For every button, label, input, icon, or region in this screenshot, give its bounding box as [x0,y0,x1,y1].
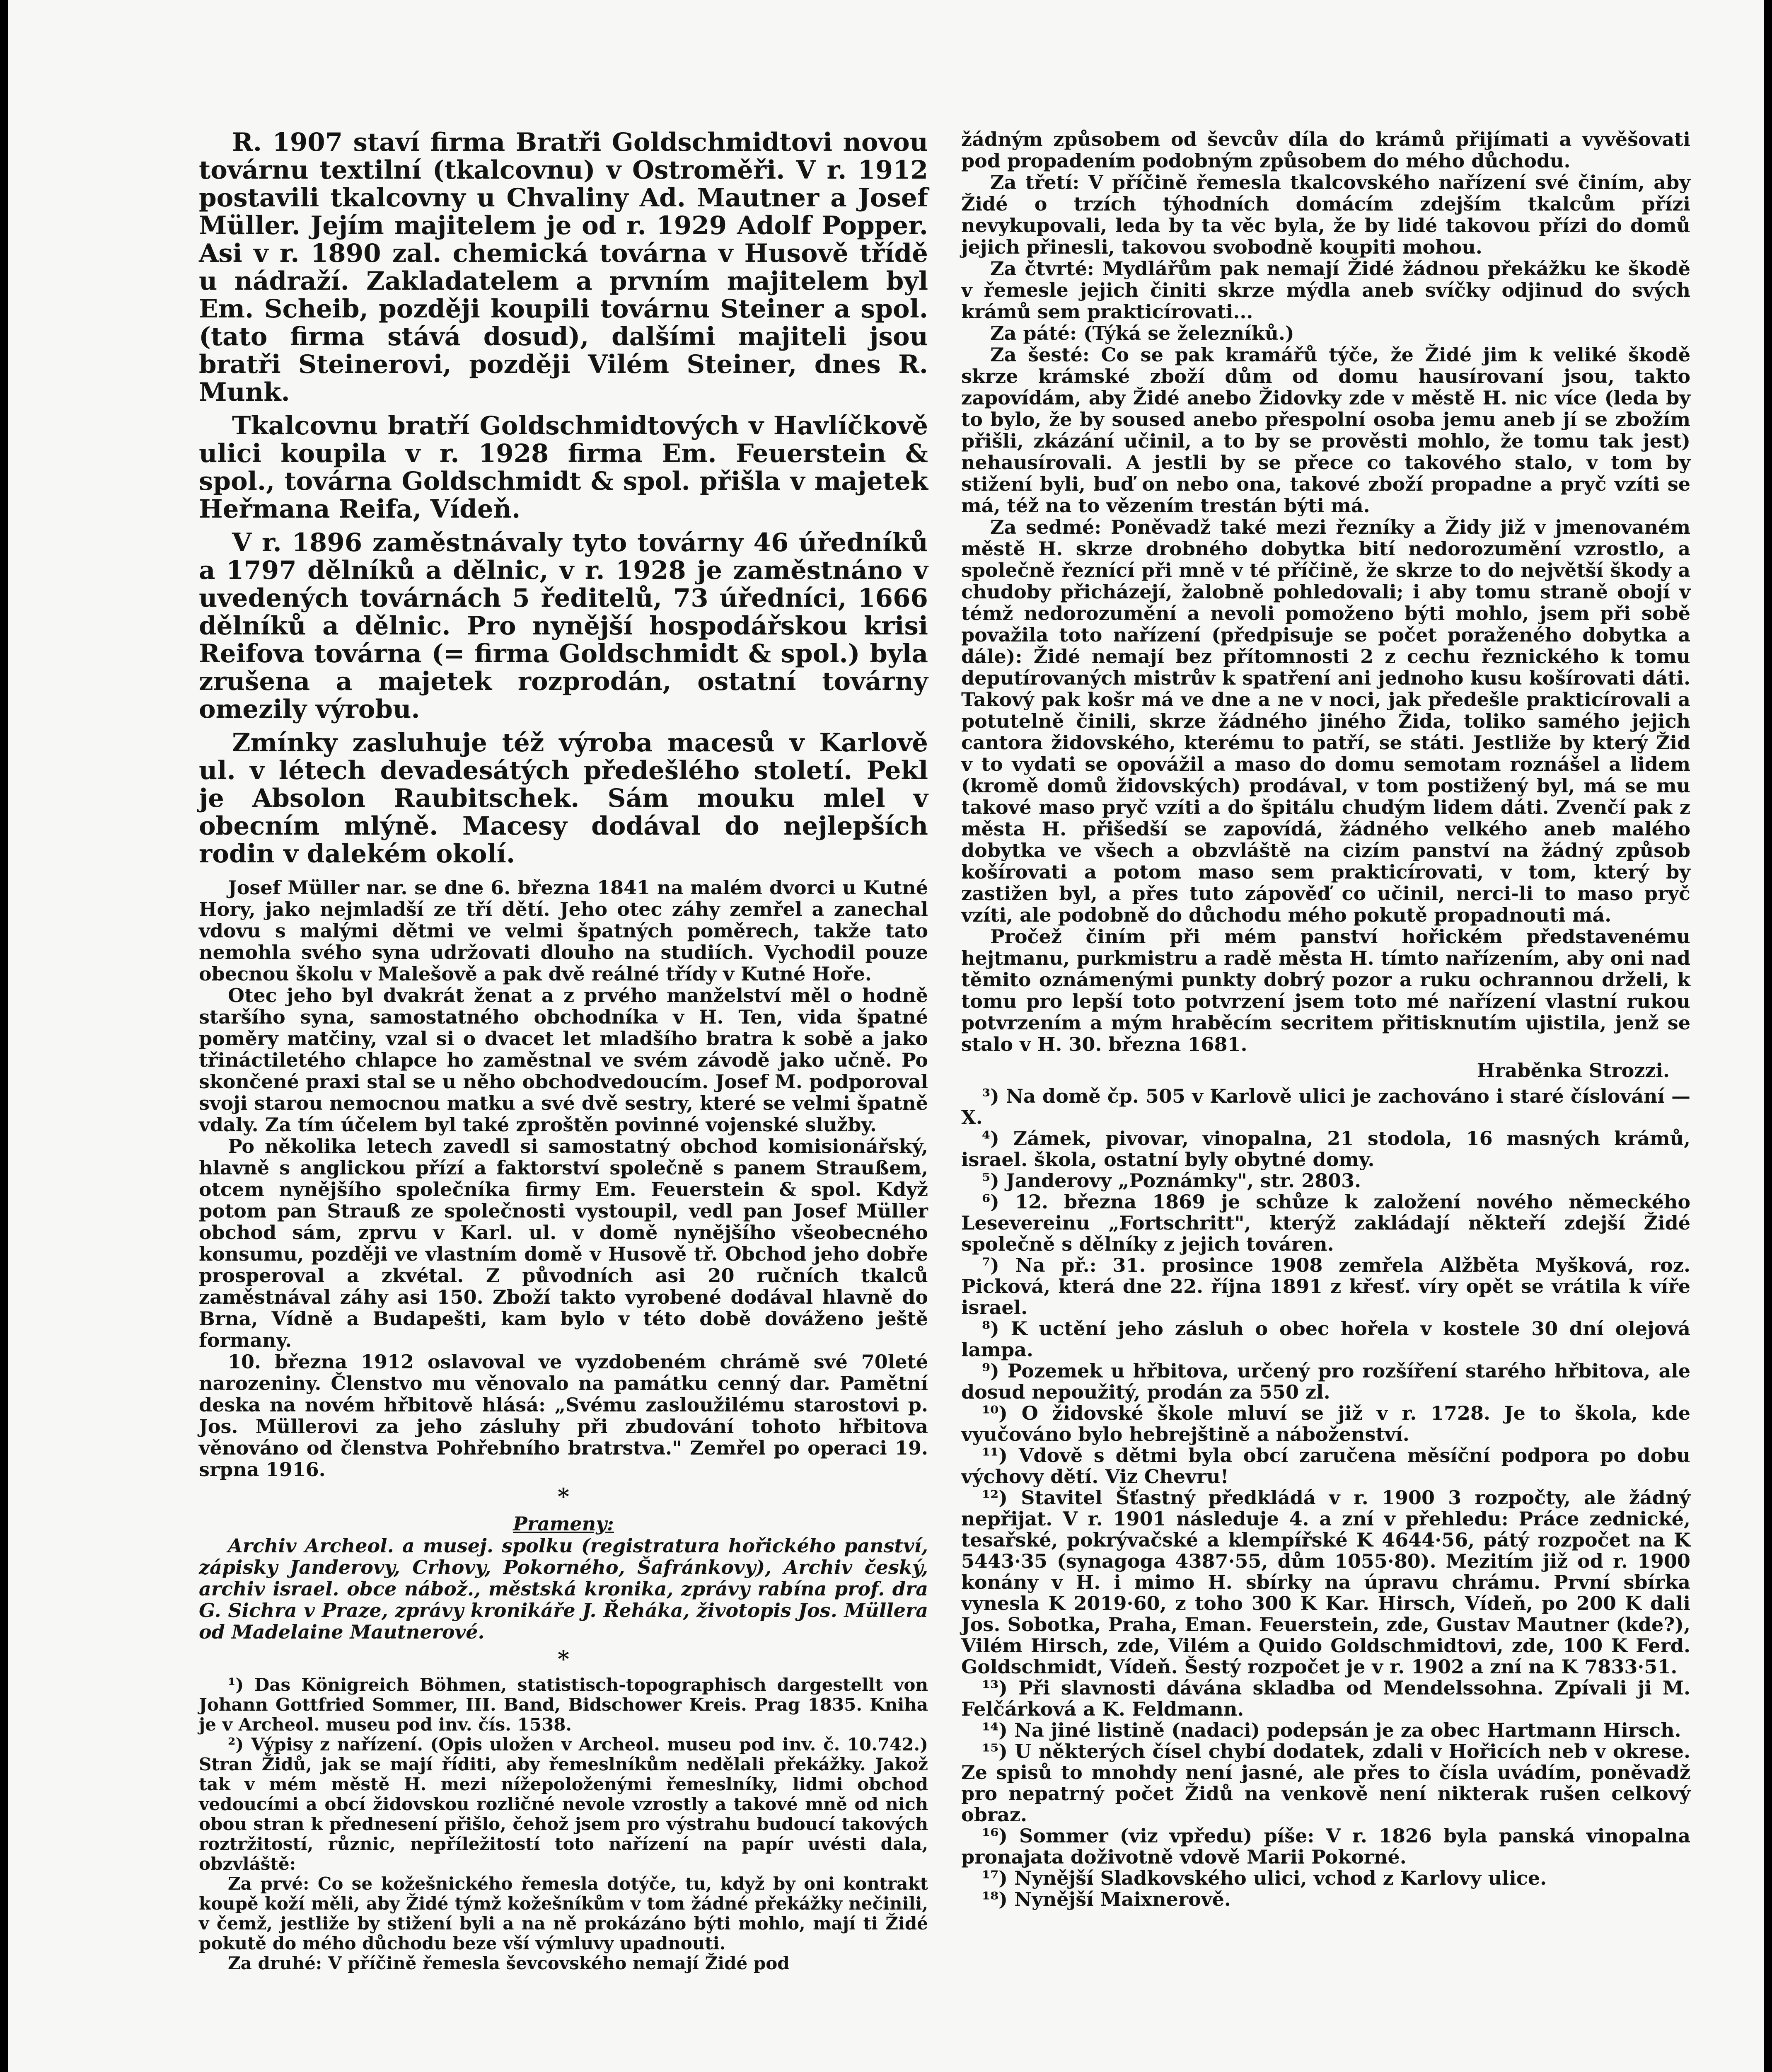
footnote: ⁴) Zámek, pivovar, vinopalna, 21 stodola, 16 masných krámů, israel. škola, ostatní byly obytné domy. [961,1127,1690,1171]
body-paragraph: 10. března 1912 oslavoval ve vyzdobeném chrámě své 70leté narozeniny. Členstvo mu věnovalo na památku cenný dar. Pamětní deska na novém hřbitově hlásá: „Svému zasloužilému starostovi p. Jos. Müllerovi za jeho zásluhy při zbudování tohoto hřbitova věnováno od členstva Pohřebního bratrstva." Zemřel po operaci 19. srpna 1916. [199,1351,928,1481]
footnote: ¹⁶) Sommer (viz vpředu) píše: V r. 1826 byla panská vinopalna pronajata doživotně vdově Marii Pokorné. [961,1825,1690,1868]
body-paragraph: Za třetí: V příčině řemesla tkalcovského nařízení své činím, aby Židé o trzích týhodních domácím zdejším tkalcům přízi nevykupovali, leda by ta věc byla, že by lidé takovou přízi do domů jejich přinesli, takovou svobodně koupiti mohou. [961,171,1690,258]
footnote: ¹) Das Königreich Böhmen, statistisch-topographisch dargestellt von Johann Gottfried Sommer, III. Band, Bidschower Kreis. Prag 1835. Kniha je v Archeol. museu pod inv. čís. 1538. [199,1675,928,1735]
footnote: Za druhé: V příčině řemesla ševcovského nemají Židé pod [228,1953,790,1973]
body-paragraph: Josef Müller nar. se dne 6. března 1841 na malém dvorci u Kutné Hory, jako nejmladší ze tří dětí. Jeho otec záhy zemřel a zanechal vdovu s malými dětmi ve velmi špatných poměrech, takže tato nemohla svého syna udržovati dlouho na studiích. Vychodil pouze obecnou školu v Malešově a pak dvě reálné třídy v Kutné Hoře. [199,876,928,985]
signature: Hraběnka Strozzi. [1477,1059,1670,1082]
footnote: Za prvé: Co se kožešnického řemesla dotýče, tu, když by oni kontrakt koupě koží měli, aby Židé týmž kožešníkům v tom žádné překážky nečinili, v čemž, jestliže by stižení byli a na ně prokázáno býti mohlo, mají ti Židé pokutě do mého důchodu beze vší výmluvy upadnouti. [199,1874,928,1953]
body-paragraph: žádným způsobem od ševcův díla do krámů přijímati a vyvěšovati pod propadením podobným způsobem do mého důchodu. [961,128,1690,172]
footnote: ²) Výpisy z nařízení. (Opis uložen v Archeol. museu pod inv. č. 10.742.) Stran Židů, jak se mají říditi, aby řemeslníkům nedělali překážky. Jakož tak v mém městě H. mezi nížepoloženými řemeslníky, lidmi obchod vedoucími a obcí židovskou rozličné nevole vzrostly a takové mně od nich obou stran k přednesení přišlo, čehož jsem pro výstrahu budoucí takových roztržitostí, různic, nepříležitostí toto nařízení na papír uvésti dala, obzvláště: [199,1734,928,1874]
body-paragraph: Pročež činím při mém panství hořickém představenému hejtmanu, purkmistru a radě města H. tímto nařízením, aby oni nad těmito oznámenými punkty dobrý pozor a ruku ochrannou drželi, k tomu pro lepší toto potvrzení jsem toto mé nařízení vlastní rukou potvrzením a mým hraběcím secritem přitisknutím ujistila, jenž se stalo v H. 30. března 1681. [961,925,1690,1055]
footnote: ¹⁵) U některých čísel chybí dodatek, zdali v Hořicích neb v okrese. Ze spisů to mnohdy není jasné, ale přes to čísla uvádím, poněvadž pro nepatrný počet Židů na venkově není nikterak rušen celkový obraz. [961,1740,1690,1826]
lead-paragraph: Tkalcovnu bratří Goldschmidtových v Havlíčkově ulici koupila v r. 1928 firma Em. Feuerstein & spol., továrna Goldschmidt & spol. přišla v majetek Heřmana Reifa, Vídeň. [199,411,928,524]
lead-paragraph: R. 1907 staví firma Bratři Goldschmidtovi novou továrnu textilní (tkalcovnu) v Ostroměři. V r. 1912 postavili tkalcovny u Chvaliny Ad. Mautner a Josef Müller. Jejím majitelem je od r. 1929 Adolf Popper. Asi v r. 1890 zal. chemická továrna v Husově třídě u nádraží. Zakladatelem a prvním majitelem byl Em. Scheib, později koupili továrnu Steiner a spol. (tato firma stává dosud), dalšími majiteli jsou bratři Steinerovi, později Vilém Steiner, dnes R. Munk. [199,128,928,407]
footnote: ³) Na domě čp. 505 v Karlově ulici je zachováno i staré číslování — X. [961,1085,1690,1128]
footnote: ¹⁷) Nynější Sladkovského ulici, vchod z Karlovy ulice. [982,1867,1547,1889]
footnote: ⁶) 12. března 1869 je schůze k založení nového německého Lesevereinu „Fortschritt", kterýž zakládají někteří zdejší Židé společně s dělníky z jejich továren. [961,1191,1690,1255]
footnote: ⁹) Pozemek u hřbitova, určený pro rozšíření starého hřbitova, ale dosud nepoužitý, prodán za 550 zl. [961,1360,1690,1403]
body-paragraph: Za sedmé: Poněvadž také mezi řezníky a Židy již v jmenovaném městě H. skrze drobného dobytka bití nedorozumění vzrostlo, a společně řeznící při mně v té příčině, že skrze to do největší škody a chudoby přicházejí, žalobně pohledovali; i aby tomu straně obojí v témž nedorozumění a nevoli pomoženo býti mohlo, jsem při sobě považila toto nařízení (předpisuje se počet poraženého dobytka a dále): Židé nemají bez přítomnosti 2 z cechu řeznického k tomu deputírovaných mistrův k spatření ani jednoho kusu košírovati dáti. Takový pak košr má ve dne a ne v noci, jak předešle prakticírovali a potutelně činili, skrze žádného jiného Žida, toliko samého jejich cantora židovského, kterému to patří, se státi. Jestliže by který Žid v to vydati se opovážil a maso do domu semotam roznášel a lidem (kromě domů židovských) prodával, v tom postižený byl, má se mu takové maso pryč vzíti a do špitálu chudým lidem dáti. Zvenčí pak z města H. přišedší se zapovídá, žádného velkého aneb malého dobytka ve všech a obzvláště na cizím panství na žádný způsob košírovati a potom maso sem prakticírovati, v tom, který by zastižen byl, a přes tuto zápověď co učinil, nerci-li to maso pryč vzíti, ale podobně do důchodu mého pokutě propadnouti má. [961,516,1690,926]
body-paragraph: Otec jeho byl dvakrát ženat a z prvého manželství měl o hodně staršího syna, samostatného obchodníka v H. Ten, vida špatné poměry matčiny, vzal si o dvacet let mladšího bratra k sobě a jako třináctiletého chlapce ho zaměstnal ve svém závodě jako učně. Po skončené praxi stal se u něho obchodvedoucím. Josef M. podporoval svoji starou nemocnou matku a své dvě sestry, které se velmi špatně vdaly. Za tím účelem byl také zproštěn povinné vojenské služby. [199,984,928,1136]
sources-text: Archiv Archeol. a musej. spolku (registratura hořického panství, zápisky Janderovy, Crhovy, Pokorného, Šafránkovy), Archiv český, archiv israel. obce nábož., městská kronika, zprávy rabína prof. dra G. Sichra v Praze, zprávy kronikáře J. Řeháka, životopis Jos. Müllera od Madelaine Mautnerové. [199,1535,928,1643]
footnote: ¹²) Stavitel Šťastný předkládá v r. 1900 3 rozpočty, ale žádný nepřijat. V r. 1901 následuje 4. a zní v přehledu: Práce zednické, tesařské, pokrývačské a klempířské K 4644·56, pátý rozpočet na K 5443·35 (synagoga 4387·55, dům 1055·80). Mezitím již od r. 1900 konány v H. i mimo H. sbírky na úpravu chrámu. První sbírka vynesla K 2019·60, z toho 300 K Kar. Hirsch, Vídeň, po 200 K dali Jos. Sobotka, Praha, Eman. Feuerstein, zde, Gustav Mautner (kde?), Vilém Hirsch, zde, Vilém a Quido Goldschmidtovi, zde, 100 K Ferd. Goldschmidt, Vídeň. Šestý rozpočet je v r. 1902 a zní na K 7833·51. [961,1486,1690,1678]
section-separator: * [557,1646,570,1672]
lead-paragraph: Zmínky zasluhuje též výroba macesů v Karlově ul. v létech devadesátých předešlého století. Pekl je Absolon Raubitschek. Sám mouku mlel v obecním mlýně. Macesy dodával do nejlepších rodin v dalekém okolí. [199,728,928,869]
footnote: ⁸) K uctění jeho zásluh o obec hořela v kostele 30 dní olejová lampa. [961,1317,1690,1361]
footnote: ¹³) Při slavnosti dávána skladba od Mendelssohna. Zpívali ji M. Felčárková a K. Feldmann. [961,1677,1690,1720]
footnote: ¹¹) Vdově s dětmi byla obcí zaručena měsíční podpora po dobu výchovy dětí. Viz Chevru! [961,1444,1690,1488]
body-paragraph: Za páté: (Týká se železníků.) [990,322,1294,344]
footnote: ¹⁸) Nynější Maixnerově. [982,1888,1231,1910]
sources-heading: Prameny: [513,1513,614,1535]
page-sheet [8,0,1764,2072]
left-column [199,128,928,1973]
lead-paragraph: V r. 1896 zaměstnávaly tyto továrny 46 úředníků a 1797 dělníků a dělnic, v r. 1928 je zaměstnáno v uvedených továrnách 5 ředitelů, 73 úředníci, 1666 dělníků a dělnic. Pro nynější hospodářskou krisi Reifova továrna (= firma Goldschmidt & spol.) byla zrušena a majetek rozprodán, ostatní továrny omezily výrobu. [199,528,928,724]
footnote: ⁵) Janderovy „Poznámky", str. 2803. [982,1169,1361,1192]
body-paragraph: Za čtvrté: Mydlářům pak nemají Židé žádnou překážku ke škodě v řemesle jejich činiti skrze mýdla aneb svíčky odjinud do svých krámů sem prakticírovati... [961,257,1690,323]
right-column [961,128,1690,1910]
body-paragraph: Po několika letech zavedl si samostatný obchod komisionářský, hlavně s anglickou přízí a faktorství společně s panem Straußem, otcem nynějšího společníka firmy Em. Feuerstein & spol. Když potom pan Strauß ze společnosti vystoupil, vedl pan Josef Müller obchod sám, zprvu v Karl. ul. v domě nynějšího všeobecného konsumu, později ve vlastním domě v Husově tř. Obchod jeho dobře prosperoval a zkvétal. Z původních asi 20 ručních tkalců zaměstnával záhy asi 150. Zboží takto vyrobené dodával hlavně do Brna, Vídně a Budapešti, kam bylo v této době dováženo ještě formany. [199,1135,928,1351]
section-separator: * [557,1483,570,1510]
body-paragraph: Za šesté: Co se pak kramářů týče, že Židé jim k veliké škodě skrze krámské zboží dům od domu hausírovaní jsou, takto zapovídám, aby Židé anebo Židovky zde v městě H. nic více (leda by to bylo, že by soused anebo přespolní osoba jemu aneb jí se zbožím přišli, zkázání učinil, a to by se prověsti mohlo, že tomu tak jest) nehausírovali. A jestli by se přece co takového stalo, v tom by stižení byli, buď on nebo ona, takové zboží propadne a pryč vzíti se má, též na to vězením trestán býti má. [961,344,1690,517]
footnote: ¹⁴) Na jiné listině (nadaci) podepsán je za obec Hartmann Hirsch. [982,1719,1681,1741]
footnote: ¹⁰) O židovské škole mluví se již v r. 1728. Je to škola, kde vyučováno bylo hebrejštině a náboženství. [961,1402,1690,1445]
footnote: ⁷) Na př.: 31. prosince 1908 zemřela Alžběta Myšková, roz. Picková, která dne 22. října 1891 z křesť. víry opět se vrátila k víře israel. [961,1254,1690,1319]
